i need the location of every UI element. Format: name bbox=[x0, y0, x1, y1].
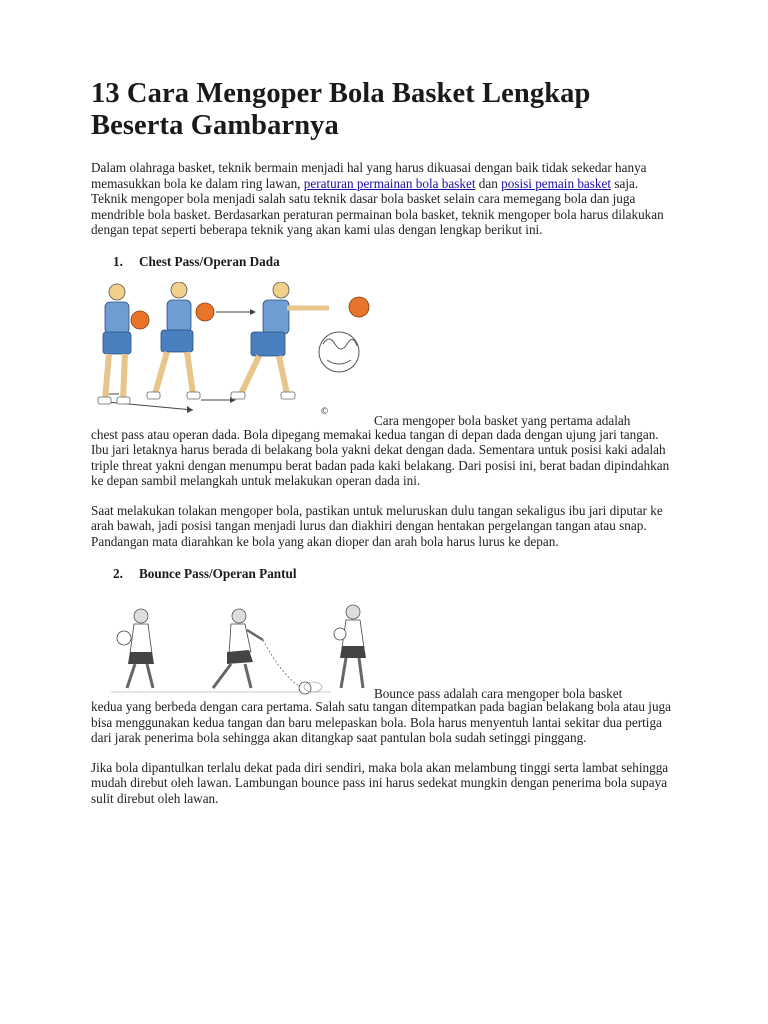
player-figure-3 bbox=[334, 605, 366, 688]
intro-text-2: dan bbox=[475, 175, 502, 191]
hands-detail-icon bbox=[319, 332, 359, 372]
link-posisi-pemain[interactable]: posisi pemain basket bbox=[501, 175, 612, 191]
chest-pass-caption-start: Cara mengoper bola basket yang pertama adalah bbox=[374, 413, 631, 428]
player-figure-1 bbox=[98, 284, 149, 404]
chest-pass-figure bbox=[91, 282, 676, 427]
bounce-pass-caption-start: Bounce pass adalah cara mengoper bola basket bbox=[374, 685, 623, 701]
player-figure-2 bbox=[147, 282, 214, 399]
section-title: Bounce Pass/Operan Pantul bbox=[139, 566, 297, 581]
section-heading-chest-pass bbox=[113, 254, 676, 269]
page-title: 13 Cara Mengoper Bola Basket Lengkap Beserta Gambarnya bbox=[91, 78, 591, 141]
chest-pass-paragraph-2: Saat melakukan tolakan mengoper bola, pastikan untuk meluruskan dulu tangan sekaligus ibu jari diputar ke arah bawah, jadi posisi tangan menjadi lurus dan diakhiri dengan hentakan pergelangan tangan atau snap. Pandangan mata diarahkan ke bola yang akan dioper dan arah bola harus lurus ke depan. bbox=[91, 502, 663, 549]
section-title: Chest Pass/Operan Dada bbox=[139, 253, 280, 269]
intro-text-1: Dalam olahraga basket, teknik bermain menjadi hal yang harus dikuasai dengan baik tidak sekedar hanya memasukkan bola ke dalam ring lawan, bbox=[91, 160, 647, 191]
player-figure-3 bbox=[231, 282, 369, 399]
bounce-pass-paragraph-2: Jika bola dipantulkan terlalu dekat pada diri sendiri, maka bola akan melambung tinggi serta lambat sehingga mudah direbut oleh lawan. Lambungan bounce pass ini harus sedekat mungkin dengan penerima bola supaya sulit direbut oleh lawan. bbox=[91, 759, 669, 806]
article bbox=[91, 78, 676, 820]
section-number: 1. bbox=[113, 253, 123, 269]
chest-pass-description: chest pass atau operan dada. Bola dipegang memakai kedua tangan di depan dada dengan ujung jari tangan. Ibu jari letaknya harus berada di belakang bola yakni dekat dengan dada. Sementara untuk posisi kaki adalah triple threat yakni dengan menumpu berat badan pada kaki belakang. Dari posisi ini, berat badan dipindahkan ke depan sambil melangkah untuk melakukan operan dada ini. bbox=[91, 426, 670, 488]
intro-paragraph bbox=[91, 160, 676, 238]
bounce-pass-description: kedua yang berbeda dengan cara pertama. Salah satu tangan ditempatkan pada bagian belakang bola atau juga bisa menggunakan kedua tangan dan baru melepaskan bola. Bola harus menyentuh lantai sekitar dua pertiga dari jarak penerima bola sehingga akan ditangkap saat pantulan bola sudah setinggi pinggang. bbox=[91, 699, 671, 745]
section-number: 2. bbox=[113, 566, 123, 581]
copyright-mark: © bbox=[320, 406, 329, 417]
link-peraturan-permainan[interactable]: peraturan permainan bola basket bbox=[303, 175, 476, 191]
player-figure-1 bbox=[117, 609, 154, 688]
bounce-pass-illustration bbox=[91, 594, 391, 699]
intro-text-3: saja. Teknik mengoper bola menjadi salah satu teknik dasar bola basket selain cara memegang bola dan juga mendrible bola basket. Berdasarkan peraturan permainan bola basket, teknik mengoper bola harus dilakukan dengan tepat seperti beberapa teknik yang akan kami ulas dengan lengkap berikut ini. bbox=[91, 175, 664, 237]
chest-pass-illustration bbox=[91, 282, 391, 427]
player-figure-2 bbox=[213, 609, 322, 694]
section-heading-bounce-pass bbox=[113, 566, 676, 581]
bounce-pass-figure bbox=[91, 594, 676, 699]
